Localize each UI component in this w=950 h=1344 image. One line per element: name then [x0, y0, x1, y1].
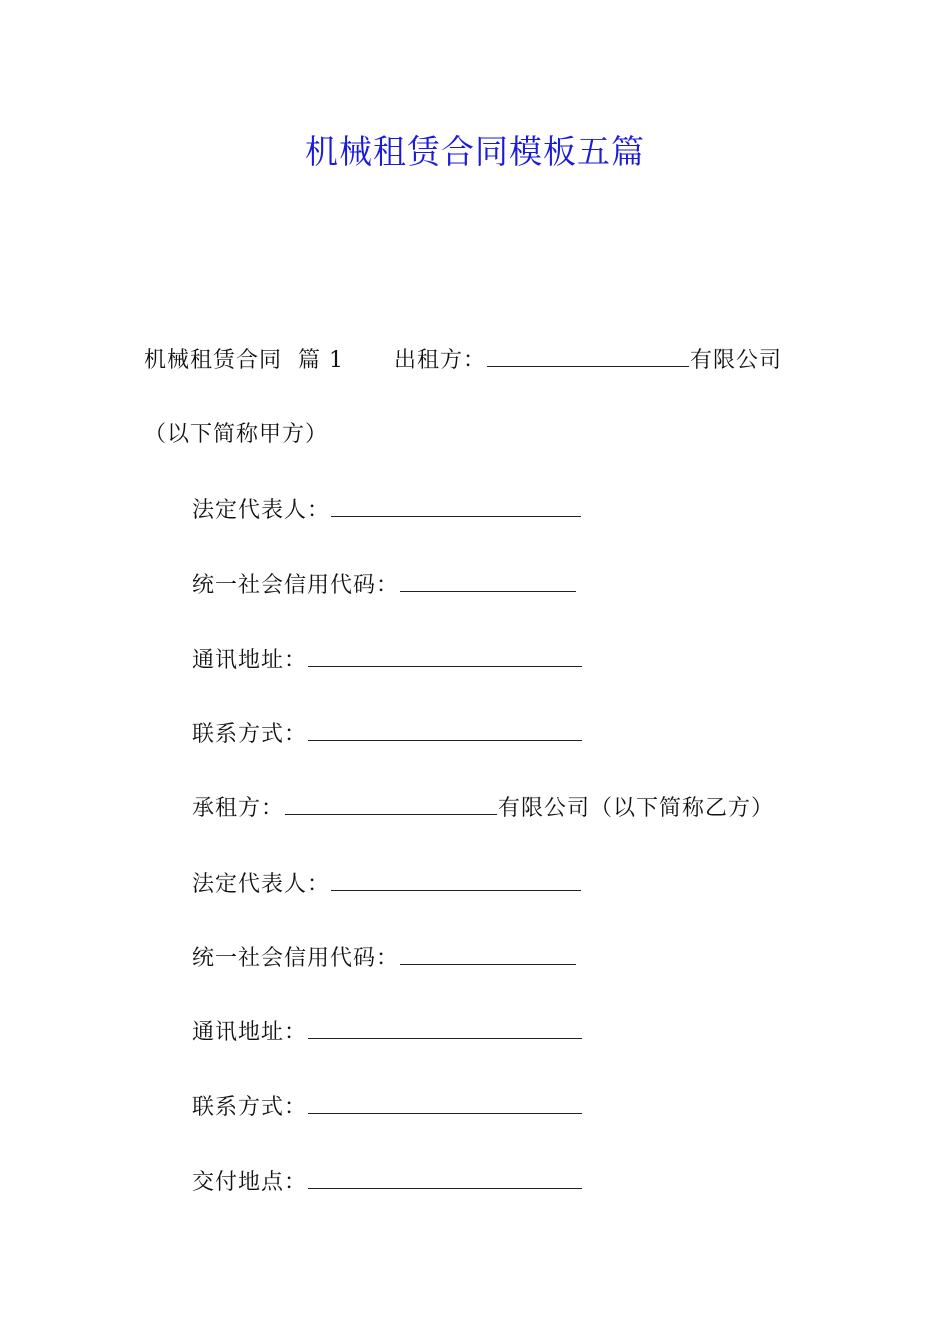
party-b-legal-rep-label: 法定代表人：	[192, 872, 331, 897]
party-b-contact-label: 联系方式：	[192, 1095, 308, 1120]
party-b-address-row	[192, 1016, 583, 1048]
party-a-credit-code-blank[interactable]	[400, 569, 576, 592]
article-number: 篇 1	[298, 348, 345, 373]
document-title: 机械租赁合同模板五篇	[305, 132, 645, 171]
party-a-legal-rep-label: 法定代表人：	[192, 498, 331, 523]
lessee-row	[192, 792, 774, 824]
delivery-location-label: 交付地点：	[192, 1170, 308, 1195]
party-b-address-label: 通讯地址：	[192, 1020, 308, 1045]
lessor-label: 出租方：	[394, 348, 487, 373]
party-a-address-row	[192, 644, 583, 676]
lessor-suffix: 有限公司	[690, 348, 783, 373]
party-a-legal-rep-row	[192, 494, 582, 526]
party-a-legal-rep-blank[interactable]	[331, 494, 581, 517]
party-b-credit-code-row	[192, 942, 577, 974]
party-a-address-label: 通讯地址：	[192, 648, 308, 673]
party-a-contact-label: 联系方式：	[192, 722, 308, 747]
party-b-contact-row	[192, 1091, 583, 1123]
party-b-credit-code-label: 统一社会信用代码：	[192, 946, 400, 971]
lessee-name-blank[interactable]	[285, 792, 497, 815]
party-a-address-blank[interactable]	[308, 644, 582, 667]
lessee-suffix: 有限公司（以下简称乙方）	[498, 796, 775, 821]
party-a-credit-code-label: 统一社会信用代码：	[192, 573, 400, 598]
party-a-contact-blank[interactable]	[308, 718, 582, 741]
party-b-contact-blank[interactable]	[308, 1091, 582, 1114]
party-a-contact-row	[192, 718, 583, 750]
contract-heading-line	[144, 344, 782, 376]
party-a-credit-code-row	[192, 569, 577, 601]
party-b-legal-rep-row	[192, 868, 582, 900]
party-a-abbreviation: （以下简称甲方）	[144, 422, 329, 447]
party-b-legal-rep-blank[interactable]	[331, 868, 581, 891]
party-b-credit-code-blank[interactable]	[400, 942, 576, 965]
contract-heading: 机械租赁合同	[144, 348, 283, 373]
delivery-location-blank[interactable]	[308, 1166, 582, 1189]
party-b-address-blank[interactable]	[308, 1016, 582, 1039]
lessor-name-blank[interactable]	[487, 344, 689, 367]
delivery-location-row	[192, 1166, 583, 1198]
lessee-label: 承租方：	[192, 796, 285, 821]
